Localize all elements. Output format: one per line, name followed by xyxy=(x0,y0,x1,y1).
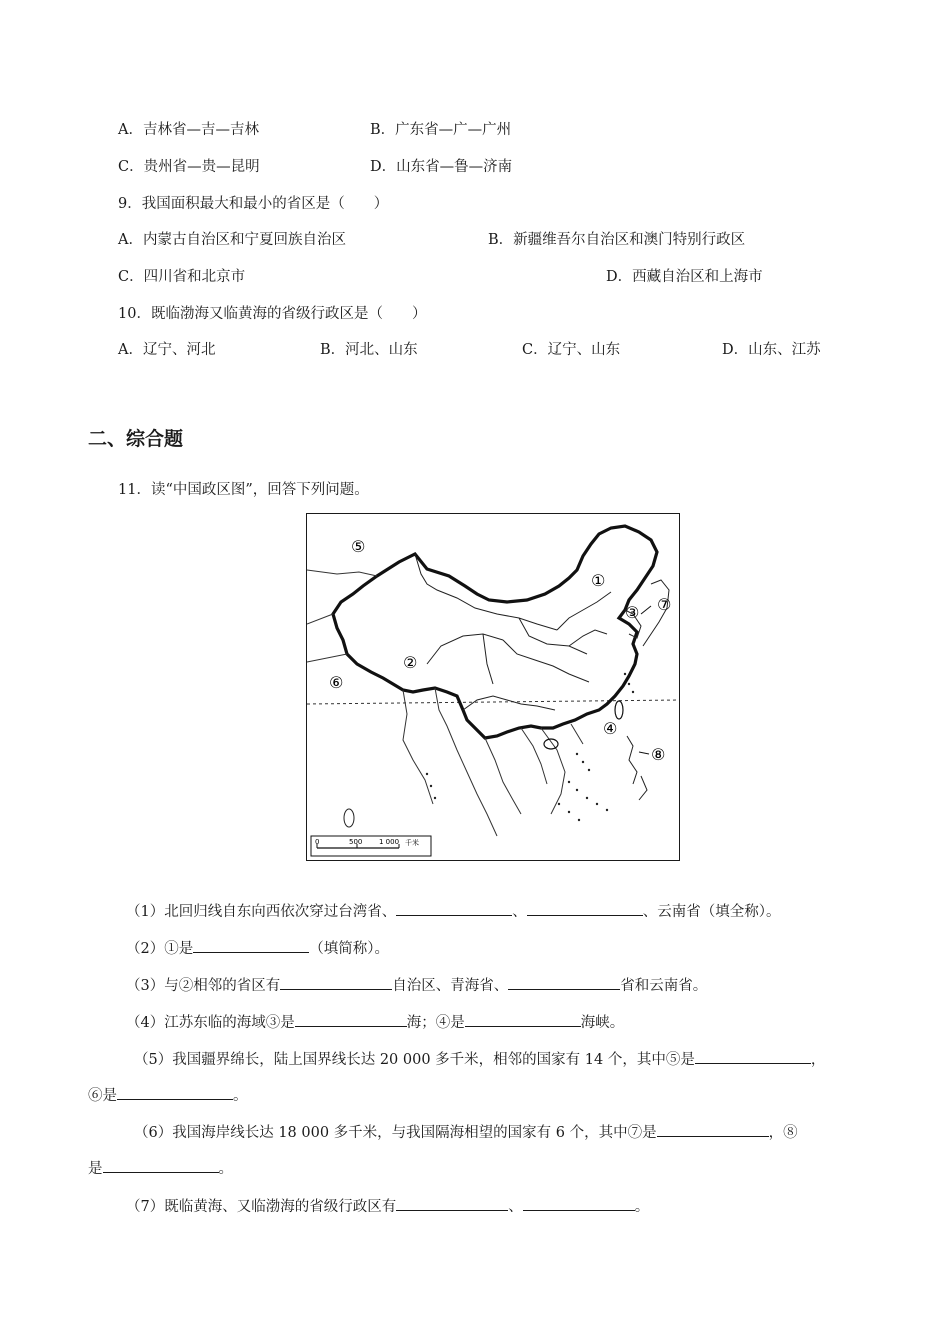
map-label-2: ② xyxy=(403,653,418,672)
tropic-of-cancer-line xyxy=(307,700,679,704)
q9-option-c: C．四川省和北京市 xyxy=(118,269,246,285)
answer-blank[interactable] xyxy=(295,1012,407,1027)
answer-blank[interactable] xyxy=(280,975,392,990)
q8-option-a: A．吉林省—吉—吉林 xyxy=(118,122,259,138)
scale-unit: 千米 xyxy=(405,839,419,847)
q8-option-d: D．山东省—鲁—济南 xyxy=(370,159,513,175)
map-drawing xyxy=(307,514,679,860)
map-label-1: ① xyxy=(591,571,606,590)
label-8-pointer xyxy=(639,752,649,754)
answer-blank[interactable] xyxy=(193,938,309,953)
q10-option-b: B．河北、山东 xyxy=(320,342,418,358)
scale-zero: 0 xyxy=(315,838,320,846)
q11-part6-cont: 是 。 xyxy=(88,1158,233,1179)
answer-blank[interactable] xyxy=(396,1196,508,1211)
answer-blank[interactable] xyxy=(523,1196,635,1211)
hainan-outline xyxy=(544,739,558,749)
map-label-7: ⑦ xyxy=(657,595,672,614)
q11-part4: （4）江苏东临的海域③是 海；④是 海峡。 xyxy=(126,1012,624,1033)
map-label-5: ⑤ xyxy=(351,537,366,556)
answer-blank[interactable] xyxy=(527,901,643,916)
answer-blank[interactable] xyxy=(508,975,620,990)
q10-option-d: D．山东、江苏 xyxy=(722,342,821,358)
map-label-3: ③ xyxy=(625,603,640,622)
answer-blank[interactable] xyxy=(103,1158,219,1173)
q11-part7: （7）既临黄海、又临渤海的省级行政区有 、 。 xyxy=(126,1196,649,1217)
q11-part3: （3）与②相邻的省区有 自治区、青海省、 省和云南省。 xyxy=(126,975,707,996)
china-border xyxy=(333,526,657,738)
q9-option-b: B．新疆维吾尔自治区和澳门特别行政区 xyxy=(488,232,746,248)
q11-stem: 11．读“中国政区图”，回答下列问题。 xyxy=(118,482,369,498)
china-political-map xyxy=(306,513,680,861)
label-7-pointer xyxy=(641,606,651,614)
answer-blank[interactable] xyxy=(657,1122,769,1137)
q10-stem: 10．既临渤海又临黄海的省级行政区是（ ） xyxy=(118,306,427,322)
q9-option-d: D．西藏自治区和上海市 xyxy=(606,269,763,285)
q11-part1: （1）北回归线自东向西依次穿过台湾省、 、 、云南省（填全称）。 xyxy=(126,901,780,922)
answer-blank[interactable] xyxy=(695,1049,811,1064)
q11-part5: （5）我国疆界绵长，陆上国界线长达 20 000 多千米，相邻的国家有 14 个，其中⑤是 ， xyxy=(134,1049,825,1070)
section-heading: 二、综合题 xyxy=(88,428,184,450)
map-label-6: ⑥ xyxy=(329,673,344,692)
answer-blank[interactable] xyxy=(465,1012,581,1027)
q11-part6: （6）我国海岸线长达 18 000 多千米，与我国隔海相望的国家有 6 个，其中⑦是 ，⑧ xyxy=(134,1122,798,1143)
q11-part2: （2）①是 （填简称）。 xyxy=(126,938,389,959)
scale-mid: 500 xyxy=(349,838,363,846)
q9-stem: 9．我国面积最大和最小的省区是（ ） xyxy=(118,196,389,212)
q9-option-a: A．内蒙古自治区和宁夏回族自治区 xyxy=(118,232,346,248)
q8-option-c: C．贵州省—贵—昆明 xyxy=(118,159,260,175)
answer-blank[interactable] xyxy=(117,1085,233,1100)
q10-option-c: C．辽宁、山东 xyxy=(522,342,621,358)
philippines-lines xyxy=(627,736,647,800)
map-label-8: ⑧ xyxy=(651,745,666,764)
map-label-4: ④ xyxy=(603,719,618,738)
q11-part5-cont: ⑥是 。 xyxy=(88,1085,248,1106)
sri-lanka-outline xyxy=(344,809,354,827)
province-lines xyxy=(415,554,611,710)
q8-option-b: B．广东省—广—广州 xyxy=(370,122,512,138)
taiwan-outline xyxy=(615,701,623,719)
scale-max: 1 000 xyxy=(379,838,400,846)
q10-option-a: A．辽宁、河北 xyxy=(118,342,216,358)
answer-blank[interactable] xyxy=(396,901,512,916)
